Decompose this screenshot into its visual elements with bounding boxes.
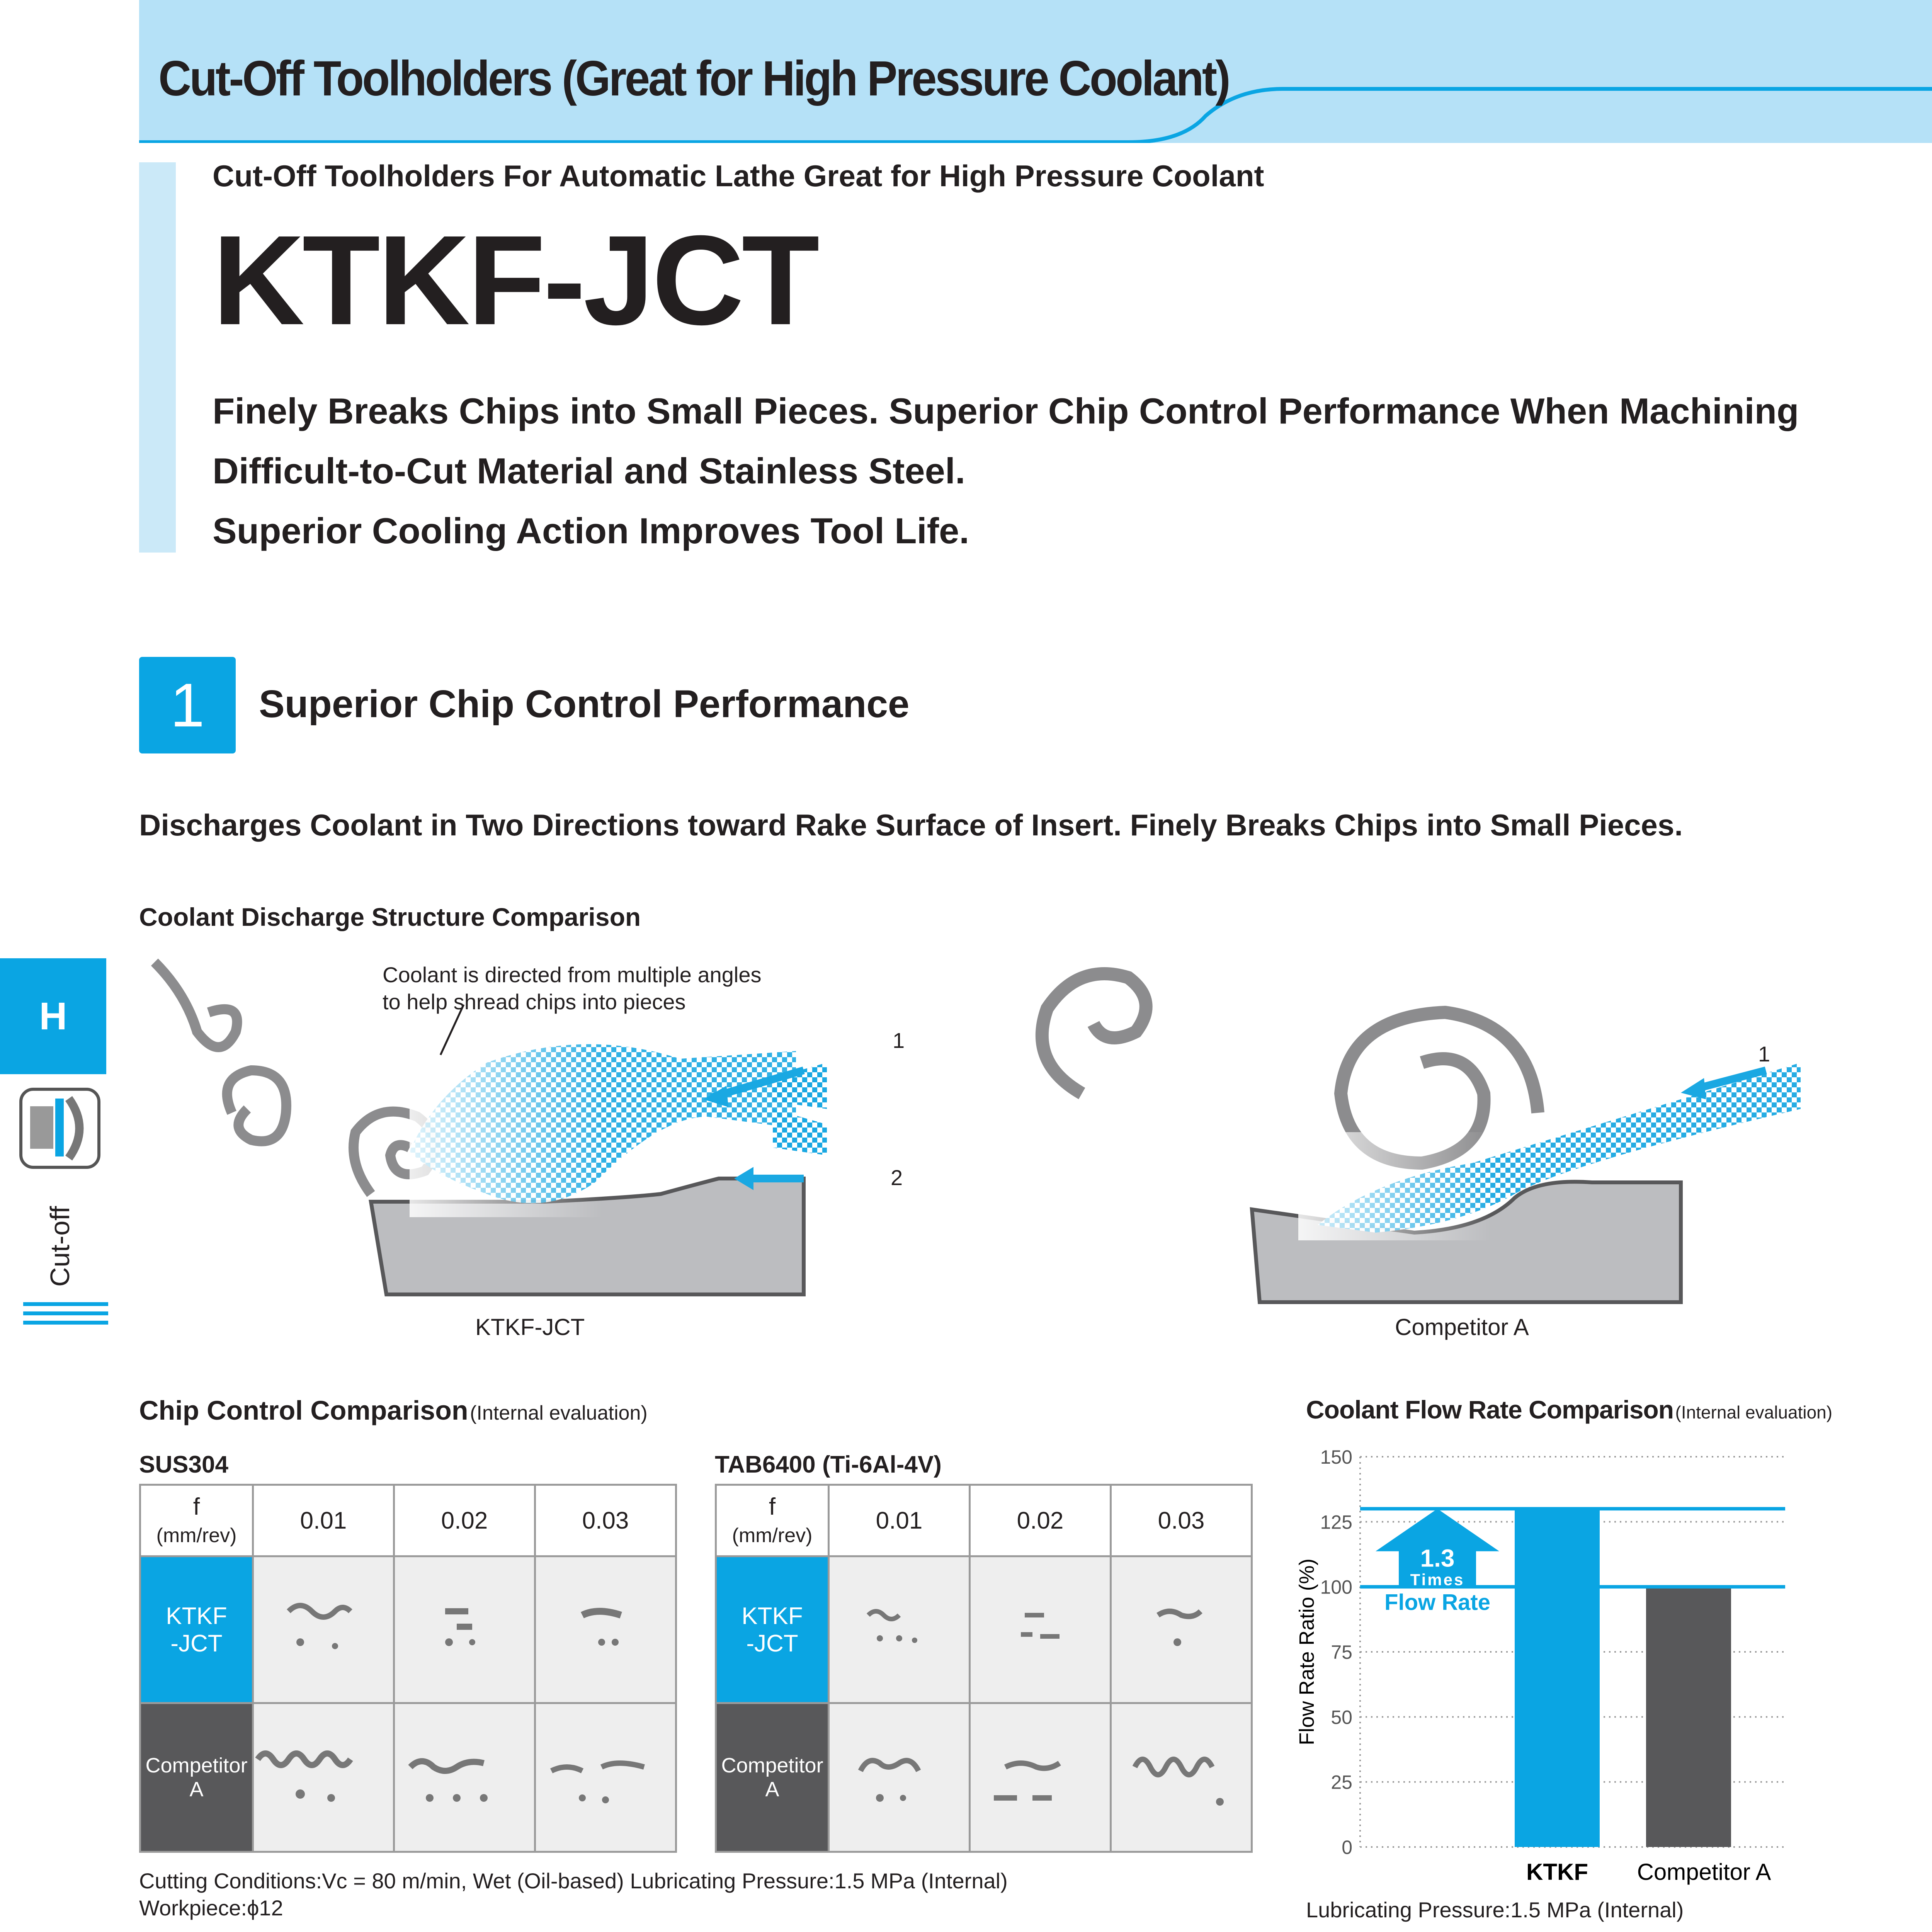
flow-rate-chart xyxy=(1291,1437,1793,1893)
section-1-title: Superior Chip Control Performance xyxy=(259,682,910,726)
chip-title: Chip Control Comparison xyxy=(139,1395,468,1425)
callout-line-1: Coolant is directed from multiple angles xyxy=(383,963,762,987)
side-lines xyxy=(23,1302,108,1330)
product-name: KTKF-JCT xyxy=(213,209,818,351)
structure-title: Coolant Discharge Structure Comparison xyxy=(139,903,641,931)
chip-note: (Internal evaluation) xyxy=(470,1402,648,1424)
y-tick-label: 0 xyxy=(1342,1837,1352,1858)
chip-photo xyxy=(253,1703,394,1852)
y-tick-label: 25 xyxy=(1331,1771,1352,1793)
y-tick-label: 100 xyxy=(1320,1576,1352,1598)
y-tick-label: 75 xyxy=(1331,1641,1352,1663)
section-1-lead: Discharges Coolant in Two Directions toward Rake Surface of Insert. Finely Breaks Chips into Small Pieces. xyxy=(139,808,1683,842)
flow-footer: Lubricating Pressure:1.5 MPa (Internal) xyxy=(1306,1898,1684,1922)
bar-competitor xyxy=(1646,1587,1731,1847)
chip-photo xyxy=(535,1556,676,1703)
fig-label-competitor: Competitor A xyxy=(1395,1314,1529,1340)
x-category-label: KTKF xyxy=(1526,1859,1588,1885)
chip-photo xyxy=(829,1556,970,1703)
intro-bar xyxy=(139,162,176,553)
chip-conditions-1: Cutting Conditions:Vc = 80 m/min, Wet (Oil-based) Lubricating Pressure:1.5 MPa (Internal) xyxy=(139,1869,1008,1893)
page-title: Cut-Off Toolholders (Great for High Pressure Coolant) xyxy=(158,51,1229,106)
chip-photo xyxy=(253,1556,394,1703)
ratio-unit: Times xyxy=(1410,1570,1465,1589)
flow-note: (Internal evaluation) xyxy=(1675,1402,1833,1422)
intro-line-2: Difficult-to-Cut Material and Stainless Steel. xyxy=(213,451,966,491)
chip-photo xyxy=(394,1703,535,1852)
row-label-competitor: Competitor A xyxy=(140,1703,253,1852)
x-category-label: Competitor A xyxy=(1637,1859,1771,1885)
chip-title-row xyxy=(139,1395,648,1426)
chip-photo xyxy=(535,1703,676,1852)
arrow-label-1: 1 xyxy=(893,1028,905,1053)
section-1-badge: 1 xyxy=(139,657,236,753)
table-2-material: TAB6400 (Ti-6Al-4V) xyxy=(715,1451,942,1478)
chip-photo xyxy=(1111,1703,1252,1852)
fig-label-ktkf: KTKF-JCT xyxy=(475,1314,585,1340)
chip-conditions-2: Workpiece:ϕ12 xyxy=(139,1896,283,1920)
feed-col: 0.02 xyxy=(970,1485,1111,1556)
feed-col: 0.01 xyxy=(829,1485,970,1556)
chip-table-tab6400 xyxy=(715,1484,1253,1853)
intro-line-1: Finely Breaks Chips into Small Pieces. Superior Chip Control Performance When Machining xyxy=(213,391,1799,431)
subtitle: Cut-Off Toolholders For Automatic Lathe Great for High Pressure Coolant xyxy=(213,159,1264,193)
chip-table-sus304 xyxy=(139,1484,677,1853)
chip-photo xyxy=(394,1556,535,1703)
y-tick-label: 50 xyxy=(1331,1706,1352,1728)
chip-photo xyxy=(829,1703,970,1852)
table-header-f: f (mm/rev) xyxy=(716,1485,829,1556)
feed-col: 0.02 xyxy=(394,1485,535,1556)
bar-ktkf xyxy=(1515,1509,1600,1847)
y-tick-label: 125 xyxy=(1320,1511,1352,1533)
row-label-ktkf: KTKF -JCT xyxy=(716,1556,829,1703)
table-1-material: SUS304 xyxy=(139,1451,228,1478)
y-axis-label: Flow Rate Ratio (%) xyxy=(1295,1558,1318,1745)
row-label-ktkf: KTKF -JCT xyxy=(140,1556,253,1703)
chip-photo xyxy=(1111,1556,1252,1703)
side-label: Cut-off xyxy=(45,1206,75,1287)
intro-line-3: Superior Cooling Action Improves Tool Life. xyxy=(213,510,969,551)
arrow-label-3: 1 xyxy=(1758,1042,1770,1066)
row-label-competitor: Competitor A xyxy=(716,1703,829,1852)
arrow-label-2: 2 xyxy=(891,1165,903,1190)
flow-title-row xyxy=(1306,1395,1832,1424)
feed-col: 0.03 xyxy=(1111,1485,1252,1556)
feed-col: 0.03 xyxy=(535,1485,676,1556)
table-header-f: f (mm/rev) xyxy=(140,1485,253,1556)
section-tab-h[interactable]: H xyxy=(0,958,106,1074)
ratio-caption: Flow Rate xyxy=(1384,1590,1490,1615)
chip-photo xyxy=(970,1556,1111,1703)
callout-line-2: to help shread chips into pieces xyxy=(383,990,686,1014)
flow-title: Coolant Flow Rate Comparison xyxy=(1306,1395,1674,1424)
cutoff-tool-icon xyxy=(19,1088,100,1169)
ratio-value: 1.3 xyxy=(1420,1544,1455,1572)
chip-photo xyxy=(970,1703,1111,1852)
y-tick-label: 150 xyxy=(1320,1446,1352,1468)
feed-col: 0.01 xyxy=(253,1485,394,1556)
